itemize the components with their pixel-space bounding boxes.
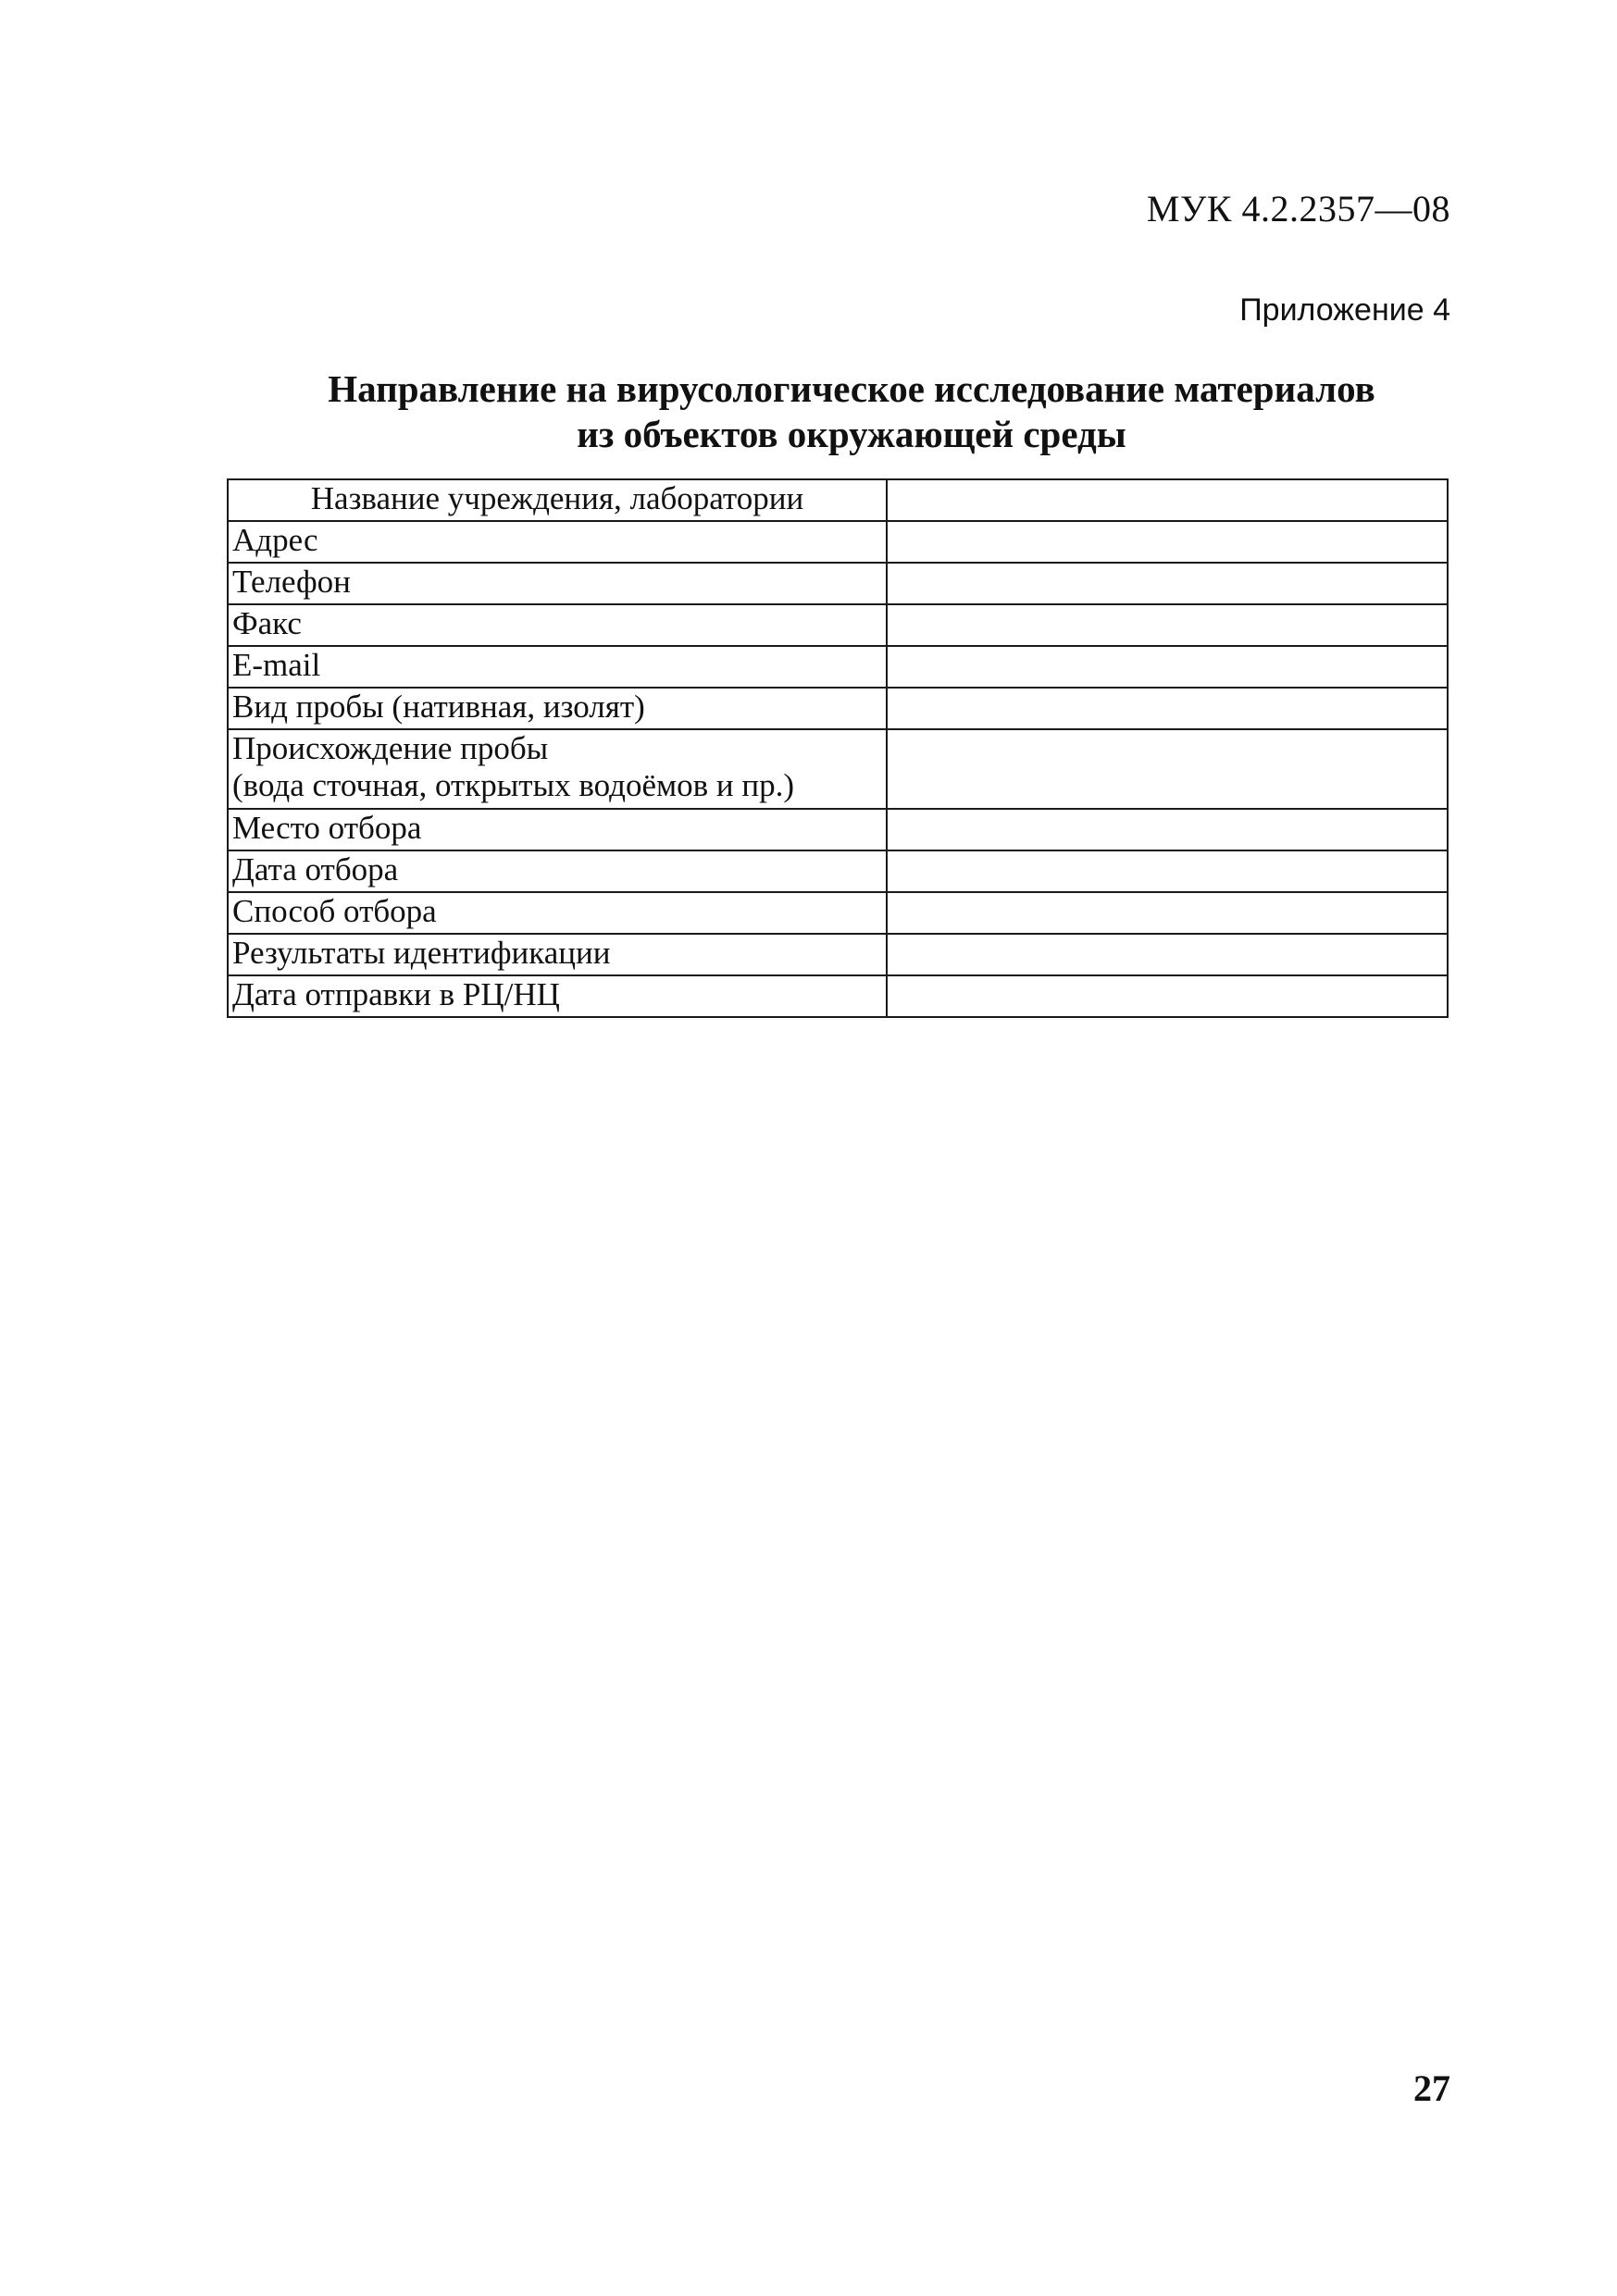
appendix-label: Приложение 4 bbox=[1239, 292, 1450, 328]
form-title bbox=[185, 366, 1518, 457]
document-code: МУК 4.2.2357—08 bbox=[1146, 188, 1450, 230]
field-value-sample-origin[interactable] bbox=[887, 729, 1448, 809]
field-value-sampling-place[interactable] bbox=[887, 809, 1448, 850]
field-value-sampling-date[interactable] bbox=[887, 850, 1448, 892]
table-row bbox=[228, 688, 1448, 729]
field-label-sampling-place: Место отбора bbox=[228, 809, 887, 850]
form-title-line-1: Направление на вирусологическое исследование материалов bbox=[328, 367, 1375, 410]
page-number: 27 bbox=[1413, 2067, 1450, 2109]
table-row bbox=[228, 850, 1448, 892]
table-row bbox=[228, 563, 1448, 604]
table-row bbox=[228, 892, 1448, 934]
table-row bbox=[228, 521, 1448, 563]
form-title-line-2: из объектов окружающей среды bbox=[577, 413, 1126, 455]
field-label-address: Адрес bbox=[228, 521, 887, 563]
table-row bbox=[228, 604, 1448, 646]
field-value-institution[interactable] bbox=[887, 479, 1448, 521]
field-label-sampling-date: Дата отбора bbox=[228, 850, 887, 892]
field-label-institution: Название учреждения, лаборатории bbox=[228, 479, 887, 521]
table-row bbox=[228, 975, 1448, 1017]
table-row bbox=[228, 809, 1448, 850]
field-label-identification-results: Результаты идентификации bbox=[228, 934, 887, 975]
field-label-dispatch-date: Дата отправки в РЦ/НЦ bbox=[228, 975, 887, 1017]
referral-form-table bbox=[227, 478, 1449, 1018]
field-value-identification-results[interactable] bbox=[887, 934, 1448, 975]
table-row bbox=[228, 479, 1448, 521]
field-value-dispatch-date[interactable] bbox=[887, 975, 1448, 1017]
field-label-sample-type: Вид пробы (нативная, изолят) bbox=[228, 688, 887, 729]
field-value-fax[interactable] bbox=[887, 604, 1448, 646]
field-value-sample-type[interactable] bbox=[887, 688, 1448, 729]
field-value-address[interactable] bbox=[887, 521, 1448, 563]
table-row bbox=[228, 729, 1448, 809]
field-label-sampling-method: Способ отбора bbox=[228, 892, 887, 934]
field-label-fax: Факс bbox=[228, 604, 887, 646]
field-value-email[interactable] bbox=[887, 646, 1448, 688]
field-label-phone: Телефон bbox=[228, 563, 887, 604]
field-value-phone[interactable] bbox=[887, 563, 1448, 604]
field-label-email: E-mail bbox=[228, 646, 887, 688]
table-row bbox=[228, 646, 1448, 688]
table-row bbox=[228, 934, 1448, 975]
field-label-sample-origin: Происхождение пробы (вода сточная, открытых водоёмов и пр.) bbox=[228, 729, 887, 809]
field-value-sampling-method[interactable] bbox=[887, 892, 1448, 934]
